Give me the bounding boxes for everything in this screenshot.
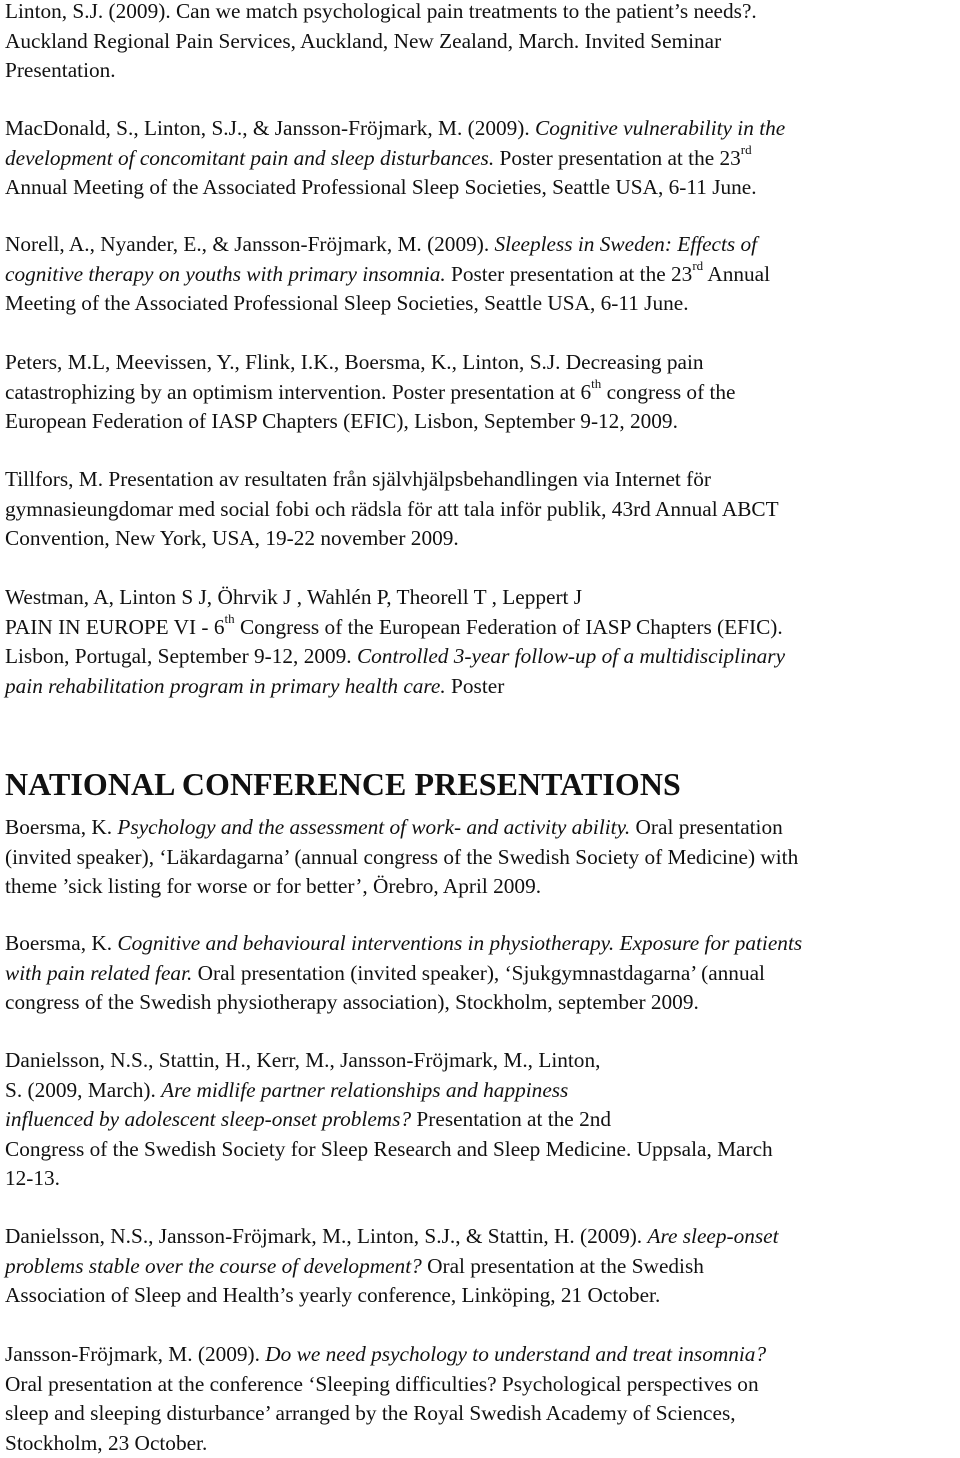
reference-text: Auckland Regional Pain Services, Auckland, New Zealand, March. Invited Seminar [5, 28, 722, 53]
reference-text: Boersma, K. [5, 815, 118, 839]
reference-text: gymnasieungdomar med social fobi och rädsla för att tala inför publik, 43rd Annual ABCT [5, 496, 779, 521]
reference-text: Jansson-Fröjmark, M. (2009). [5, 1342, 266, 1366]
reference-text: Lisbon, Portugal, September 9-12, 2009. [5, 644, 357, 669]
reference-entry [5, 929, 802, 1018]
reference-text: Meeting of the Associated Professional Sleep Societies, Seattle USA, 6-11 June. [5, 291, 689, 316]
reference-text: catastrophizing by an optimism intervention. Poster presentation at 6 [5, 379, 592, 404]
reference-text: Annual Meeting of the Associated Professional Sleep Societies, Seattle USA, 6-11 June. [5, 175, 757, 200]
reference-entry [5, 1222, 779, 1311]
reference-line [5, 141, 785, 174]
reference-text: congress of the [601, 379, 736, 404]
reference-line [5, 1281, 779, 1311]
reference-line [5, 1222, 779, 1252]
reference-entry [5, 465, 779, 554]
italic-title-text: Cognitive and behavioural interventions in physiotherapy. Exposure for patients [117, 931, 803, 955]
reference-line [5, 1399, 766, 1429]
italic-title-text: development of concomitant pain and sleep disturbances. [5, 145, 495, 170]
reference-entry [5, 813, 798, 902]
reference-line [5, 173, 785, 203]
reference-text: sleep and sleeping disturbance’ arranged by the Royal Swedish Academy of Sciences, [5, 1401, 736, 1426]
reference-entry [5, 583, 785, 701]
reference-line [5, 843, 798, 873]
reference-line [5, 495, 779, 525]
reference-line [5, 1252, 779, 1282]
reference-line [5, 230, 770, 260]
reference-entry [5, 1046, 773, 1194]
reference-text: 12-13. [5, 1166, 61, 1191]
reference-line [5, 257, 771, 290]
reference-line [5, 813, 798, 843]
reference-line [5, 929, 802, 959]
reference-line [5, 1135, 773, 1165]
reference-line [5, 407, 736, 437]
reference-line [5, 583, 785, 613]
italic-title-text: Cognitive vulnerability in the [535, 116, 786, 140]
reference-text: Oral presentation at the Swedish [421, 1253, 704, 1278]
reference-line [5, 1076, 773, 1106]
reference-entry [5, 114, 785, 203]
reference-line [5, 0, 757, 27]
superscript-text: th [224, 610, 235, 626]
reference-text: Norell, A., Nyander, E., & Jansson-Fröjmark, M. (2009). [5, 232, 495, 256]
italic-title-text: pain rehabilitation program in primary health care. [5, 673, 446, 698]
reference-line [5, 524, 779, 554]
italic-title-text: Controlled 3-year follow-up of a multidisciplinary [356, 644, 786, 669]
reference-text: Oral presentation [630, 815, 783, 839]
reference-text: Congress of the European Federation of IASP Chapters (EFIC). [234, 614, 783, 639]
reference-line [5, 959, 802, 989]
reference-text: Westman, A, Linton S J, Öhrvik J , Wahlén P, Theorell T , Leppert J [5, 585, 583, 609]
reference-text: theme ’sick listing for worse or for better’, Örebro, April 2009. [5, 874, 542, 899]
reference-entry [5, 1340, 766, 1458]
italic-title-text: Sleepless in Sweden: Effects of [494, 232, 758, 256]
reference-text: Stockholm, 23 October. [5, 1430, 208, 1455]
reference-line [5, 988, 802, 1018]
reference-text: Danielsson, N.S., Stattin, H., Kerr, M., Jansson-Fröjmark, M., Linton, [5, 1048, 601, 1072]
reference-line [5, 27, 757, 57]
reference-entry [5, 230, 770, 319]
reference-text: Convention, New York, USA, 19-22 november 2009. [5, 526, 459, 551]
reference-text: Presentation at the 2nd [411, 1107, 612, 1132]
reference-line [5, 1429, 766, 1458]
reference-line [5, 375, 736, 408]
italic-title-text: problems stable over the course of development? [5, 1253, 422, 1278]
reference-text: PAIN IN EUROPE VI - 6 [5, 614, 225, 639]
reference-line [5, 348, 736, 378]
reference-line [5, 1105, 773, 1135]
italic-title-text: Are midlife partner relationships and happiness [161, 1077, 569, 1102]
reference-text: European Federation of IASP Chapters (EFIC), Lisbon, September 9-12, 2009. [5, 409, 678, 434]
reference-text: congress of the Swedish physiotherapy association), Stockholm, september 2009. [5, 990, 699, 1015]
section-heading: NATIONAL CONFERENCE PRESENTATIONS [5, 767, 681, 802]
reference-line [5, 56, 757, 86]
reference-line [5, 1340, 766, 1370]
reference-line [5, 289, 770, 319]
reference-line [5, 872, 798, 902]
reference-text: S. (2009, March). [5, 1077, 162, 1102]
reference-text: Tillfors, M. Presentation av resultaten från självhjälpsbehandlingen via Internet för [5, 467, 711, 491]
superscript-text: th [591, 375, 602, 391]
reference-text: Danielsson, N.S., Jansson-Fröjmark, M., Linton, S.J., & Stattin, H. (2009). [5, 1224, 648, 1248]
reference-text: Poster presentation at the 23 [445, 261, 693, 286]
reference-line [5, 465, 779, 495]
superscript-text: rd [740, 141, 752, 157]
reference-entry [5, 348, 736, 437]
italic-title-text: influenced by adolescent sleep-onset problems? [5, 1107, 412, 1132]
reference-text: Oral presentation (invited speaker), ‘Sjukgymnastdagarna’ (annual [192, 960, 765, 985]
italic-title-text: Are sleep-onset [647, 1224, 779, 1248]
reference-text: (invited speaker), ‘Läkardagarna’ (annual congress of the Swedish Society of Medicine) with [5, 844, 799, 869]
reference-text: Association of Sleep and Health’s yearly conference, Linköping, 21 October. [5, 1283, 661, 1308]
reference-entry [5, 0, 757, 86]
reference-line [5, 1046, 773, 1076]
italic-title-text: with pain related fear. [5, 960, 193, 985]
reference-text: Linton, S.J. (2009). Can we match psychological pain treatments to the patient’s needs?. [5, 0, 757, 23]
reference-text: Peters, M.L, Meevissen, Y., Flink, I.K., Boersma, K., Linton, S.J. Decreasing pain [5, 350, 704, 374]
italic-title-text: Do we need psychology to understand and treat insomnia? [265, 1342, 767, 1366]
reference-text: Annual [703, 261, 771, 286]
reference-text: Poster [445, 673, 505, 698]
reference-line [5, 1370, 766, 1400]
reference-text: Oral presentation at the conference ‘Sleeping difficulties? Psychological perspectives on [5, 1371, 759, 1396]
italic-title-text: Psychology and the assessment of work- and activity ability. [117, 815, 631, 839]
reference-line [5, 1164, 773, 1194]
reference-line [5, 114, 785, 144]
superscript-text: rd [692, 257, 704, 273]
reference-text: Boersma, K. [5, 931, 118, 955]
reference-text: Presentation. [5, 58, 116, 83]
reference-line [5, 610, 785, 643]
reference-text: MacDonald, S., Linton, S.J., & Jansson-Fröjmark, M. (2009). [5, 116, 536, 140]
reference-line [5, 642, 785, 672]
reference-line [5, 672, 785, 702]
italic-title-text: cognitive therapy on youths with primary insomnia. [5, 261, 446, 286]
reference-text: Congress of the Swedish Society for Sleep Research and Sleep Medicine. Uppsala, March [5, 1136, 773, 1161]
reference-text: Poster presentation at the 23 [494, 145, 741, 170]
